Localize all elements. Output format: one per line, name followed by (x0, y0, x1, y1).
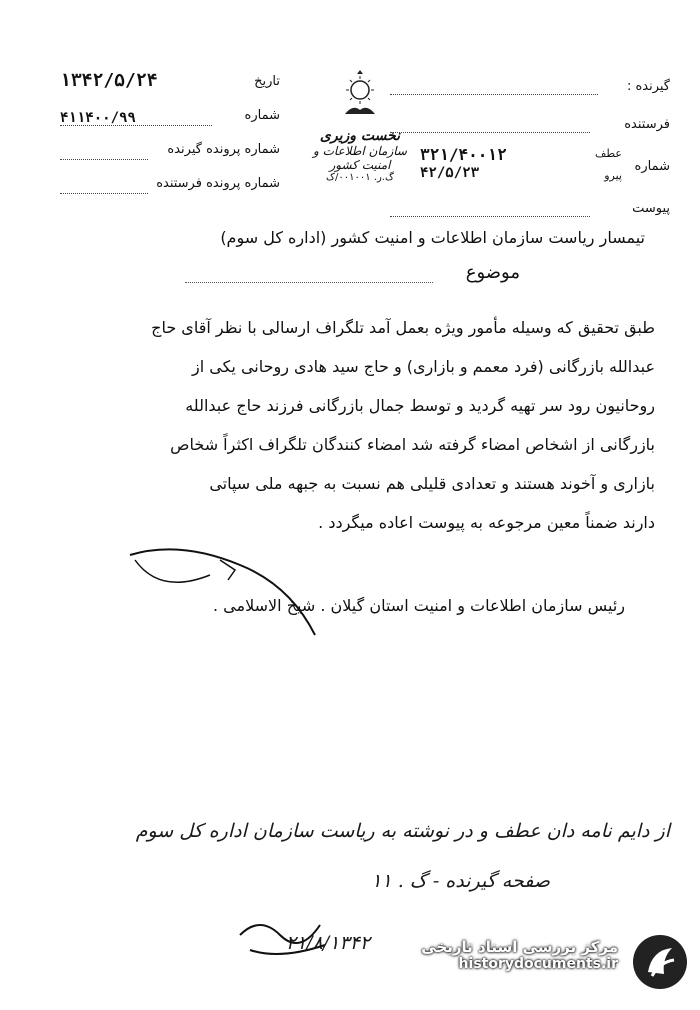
ref-number-value: ۳۲۱/۴۰۰۱۲ (420, 145, 507, 164)
archive-logo-icon (630, 932, 690, 992)
footer-website: historydocuments.ir (458, 956, 618, 972)
attachment-dots (390, 216, 590, 217)
org-line-1: نخست وزیری (319, 128, 401, 144)
number-row (60, 104, 280, 132)
receiver-dots (390, 94, 598, 95)
number-value: ۴۱۱۴۰۰/۹۹ (60, 110, 136, 126)
side-ref-1: عطف (595, 147, 622, 160)
date-label: تاریخ (254, 74, 280, 89)
subject-label: موضوع (465, 262, 520, 283)
ref-number-row (390, 145, 670, 187)
receiver-label: گیرنده : (626, 79, 670, 94)
org-line-2: سازمان اطلاعات و امنیت کشور (313, 144, 407, 172)
attachment-row (390, 197, 670, 225)
receiver-file-row (60, 138, 280, 166)
addressee: تیمسار ریاست سازمان اطلاعات و امنیت کشور (اداره کل سوم) (220, 228, 645, 247)
body-line: طبق تحقیق که وسیله مأمور ویژه بعمل آمد تلگراف ارسالی با نظر آقای حاج (151, 318, 655, 337)
body-line: بازاری و آخوند هستند و تعدادی قلیلی هم نسبت به جبهه ملی سپاتی (209, 474, 655, 493)
body-line: عبدالله بازرگانی (فرد معمم و بازاری) و حاج سید هادی روحانی یکی از (191, 357, 655, 376)
handwritten-line-1: از دایم نامه دان عطف و در نوشته به ریاست سازمان اداره کل سوم (135, 820, 670, 842)
sender-file-dots (60, 193, 148, 194)
handwritten-line-3: ۲۱/۸/۱۳۴۲ (285, 932, 370, 954)
handwritten-line-2: صفحه گیرنده - گ . ۱۱ (371, 870, 550, 892)
handwritten-signature-icon (230, 905, 340, 965)
signature-line: رئیس سازمان اطلاعات و امنیت استان گیلان . شیخ الاسلامی . (213, 596, 625, 615)
ref-number-value-2: ۴۲/۵/۲۳ (420, 165, 480, 181)
subject-dots (185, 282, 433, 283)
sender-file-label: شماره پرونده فرستنده (156, 176, 280, 191)
footer-org-name: مرکز بررسی اسناد تاریخی (421, 938, 618, 956)
number-label: شماره (244, 108, 280, 123)
attachment-label: پیوست (632, 201, 670, 216)
footer-watermark (420, 932, 690, 992)
receiver-file-label: شماره پرونده گیرنده (167, 142, 280, 157)
body-line: روحانیون رود سر تهیه گردید و توسط جمال بازرگانی فرزند حاج عبدالله (185, 396, 655, 415)
header-right (390, 75, 670, 235)
sender-dots (390, 132, 590, 133)
receiver-file-dots (60, 159, 148, 160)
sender-row (390, 113, 670, 141)
body-line: دارند ضمناً معین مرجوعه به پیوست اعاده میگردد . (318, 513, 655, 532)
sender-label: فرستنده (624, 117, 670, 132)
date-value: ۱۳۴۲/۵/۲۴ (60, 70, 158, 91)
footer-text (421, 938, 618, 972)
header-left (60, 70, 280, 206)
body-line: بازرگانی از اشخاص امضاء گرفته شد امضاء کنندگان تلگراف اکثراً شخاص (170, 435, 655, 454)
signature-scribble-icon (120, 535, 340, 645)
lion-and-sun-icon (335, 70, 385, 120)
ref-number-label: شماره (634, 159, 670, 174)
letter-body (45, 308, 655, 542)
sender-file-row (60, 172, 280, 200)
date-row (60, 70, 280, 98)
side-ref-2: پیرو (604, 169, 622, 182)
receiver-row (390, 75, 670, 103)
org-line-3: گ.ر. ۰۰۱۰۰۱/ک (326, 172, 394, 183)
